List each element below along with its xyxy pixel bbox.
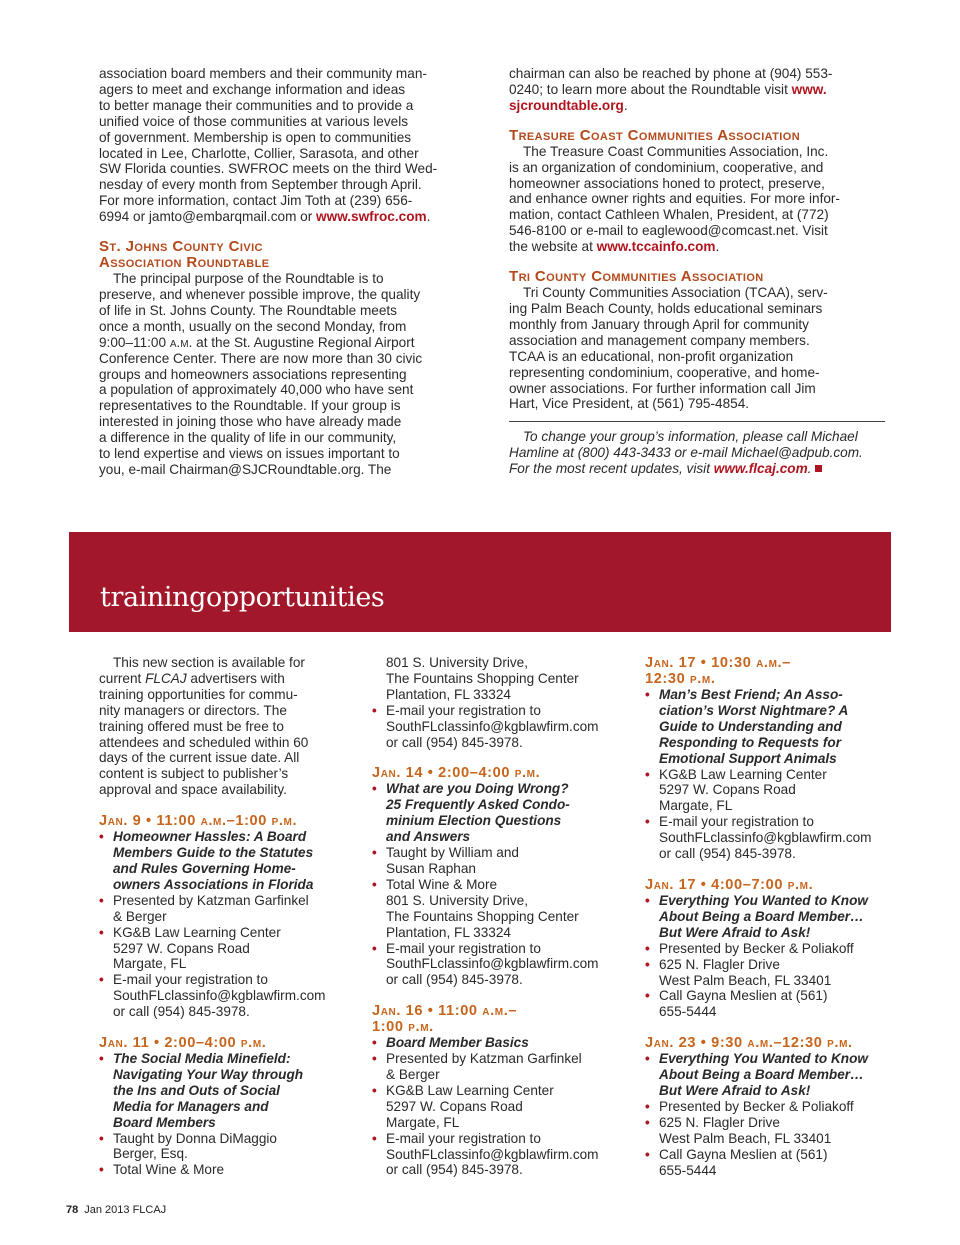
event-heading-jan-16-line-2: 1:00 p.m. (372, 1019, 434, 1036)
treasure-coast-heading: Treasure Coast Communities Association (509, 126, 801, 144)
bullet-icon: • (99, 1162, 104, 1178)
text-line: representatives to the Roundtable. If your group is (99, 398, 401, 414)
event-list-jan-11 (99, 1051, 339, 1178)
text-line: Plantation, FL 33324 (386, 686, 511, 702)
list-item (372, 845, 622, 877)
event-title: and Answers (386, 829, 471, 845)
text-line: monthly from January through April for community (509, 316, 809, 332)
text-line: SouthFLclassinfo@kgblawfirm.com (386, 956, 599, 972)
text-line: training offered must be free to (99, 718, 284, 734)
text-line: groups and homeowners associations representing (99, 366, 407, 382)
text-line: KG&B Law Learning Center (386, 1082, 554, 1098)
text-line: of life in St. Johns County. The Roundtable meets (99, 302, 397, 318)
event-title: Responding to Requests for (659, 734, 842, 750)
swfroc-paragraph (99, 66, 464, 225)
text-span: For the most recent updates, visit (509, 461, 714, 477)
flcaj-link[interactable]: www.flcaj.com (713, 461, 808, 477)
text-line: you, e-mail Chairman@SJCRoundtable.org. The (99, 461, 392, 477)
list-item (645, 687, 890, 767)
bullet-icon: • (99, 829, 104, 845)
event-title: About Being a Board Member… (659, 908, 864, 924)
event-title: Media for Managers and (113, 1098, 269, 1114)
event-title: Everything You Wanted to Know (659, 892, 868, 908)
text-line: located in Lee, Charlotte, Collier, Sarasota, and other (99, 145, 419, 161)
text-line (509, 82, 885, 98)
list-item (645, 893, 890, 941)
bullet-icon: • (645, 892, 650, 908)
event-title: Guide to Understanding and (659, 718, 842, 734)
text-line: Call Gayna Meslien at (561) (659, 1146, 828, 1162)
sjc-continued-paragraph (509, 66, 885, 114)
text-line: The principal purpose of the Roundtable is to (113, 271, 384, 287)
text-line: Berger, Esq. (113, 1146, 188, 1162)
text-line: 655-5444 (659, 1162, 717, 1178)
text-line: The Fountains Shopping Center (386, 908, 579, 924)
text-line: This new section is available for (113, 655, 305, 670)
text-line: 5297 W. Copans Road (386, 1098, 523, 1114)
bullet-icon: • (645, 1098, 650, 1114)
text-line: Taught by Donna DiMaggio (113, 1130, 277, 1146)
text-line: or call (954) 845-3978. (386, 734, 523, 750)
event-title: Homeowner Hassles: A Board (113, 829, 307, 845)
event-heading-jan-14: Jan. 14 • 2:00–4:00 p.m. (372, 765, 541, 782)
text-line: Presented by Katzman Garfinkel (386, 1051, 582, 1067)
list-item (372, 655, 622, 703)
text-span: 9:00–11:00 (99, 334, 170, 350)
text-line: to lend expertise and views on issues important to (99, 446, 400, 462)
bullet-icon: • (99, 1051, 104, 1067)
text-line: is an organization of condominium, cooperative, and (509, 159, 824, 175)
event-list-jan-17a (645, 687, 890, 862)
bullet-icon: • (99, 892, 104, 908)
text-line: For more information, contact Jim Toth at (239) 656- (99, 193, 413, 209)
text-line: sjcroundtable.org. (509, 97, 628, 113)
text-line: Plantation, FL 33324 (386, 924, 511, 940)
tri-county-heading: Tri County Communities Association (509, 268, 764, 286)
text-line: Hamline at (800) 443-3433 or e-mail Michael@adpub.com. (509, 445, 863, 461)
text-line: the website at www.tccainfo.com. (509, 239, 720, 255)
list-item (99, 829, 339, 893)
text-line: SouthFLclassinfo@kgblawfirm.com (113, 988, 326, 1004)
text-line: or call (954) 845-3978. (659, 846, 796, 862)
text-line: a difference in the quality of life in our community, (99, 430, 397, 446)
page-footer (66, 1204, 166, 1216)
text-line: SouthFLclassinfo@kgblawfirm.com (386, 718, 599, 734)
text-line: For the most recent updates, visit www.flcaj.com. (509, 461, 885, 477)
text-line: Taught by William and (386, 845, 519, 861)
text-line: or call (954) 845-3978. (113, 1004, 250, 1020)
text-line: chairman can also be reached by phone at (904) 553- (509, 66, 833, 81)
end-mark-icon (815, 465, 822, 472)
event-title: But Were Afraid to Ask! (659, 1083, 811, 1099)
text-line: owner associations. For further information call Jim (509, 380, 816, 396)
bullet-icon: • (645, 766, 650, 782)
event-title: Emotional Support Animals (659, 750, 837, 766)
text-line: preserve, and whenever possible improve, the quality (99, 286, 421, 302)
text-line: mation, contact Cathleen Whalen, President, at (772) (509, 207, 829, 223)
bullet-icon: • (372, 1082, 377, 1098)
text-line: & Berger (386, 1067, 440, 1083)
text-span: FLCAJ (145, 670, 187, 686)
text-line: SouthFLclassinfo@kgblawfirm.com (659, 830, 872, 846)
stjohns-heading-line-2: Association Roundtable (99, 254, 270, 272)
list-item (645, 1051, 890, 1099)
list-item (99, 1051, 339, 1131)
intro-paragraph (99, 655, 339, 798)
text-line: ing Palm Beach County, holds educational seminars (509, 300, 823, 316)
event-list-jan-9 (99, 829, 339, 1020)
bullet-icon: • (372, 1051, 377, 1067)
text-line: E-mail your registration to (113, 972, 268, 988)
bullet-icon: • (372, 845, 377, 861)
text-line: TCAA is an educational, non-profit organization (509, 348, 794, 364)
text-line: representing condominium, cooperative, and home- (509, 364, 820, 380)
bullet-icon: • (645, 988, 650, 1004)
text-line: 6994 or jamto@embarqmail.com or www.swfroc.com. (99, 209, 431, 225)
bullet-icon: • (645, 1051, 650, 1067)
text-line: a population of approximately 40,000 who have sent (99, 382, 414, 398)
bullet-icon: • (372, 1130, 377, 1146)
event-title: Everything You Wanted to Know (659, 1051, 868, 1067)
list-item (645, 814, 890, 862)
list-item (645, 988, 890, 1020)
text-span: the website at (509, 239, 597, 255)
bullet-icon: • (645, 956, 650, 972)
event-title: Board Members (113, 1114, 216, 1130)
text-line: Call Gayna Meslien at (561) (659, 988, 828, 1004)
event-heading-jan-23: Jan. 23 • 9:30 a.m.–12:30 p.m. (645, 1035, 853, 1052)
event-title: 25 Frequently Asked Condo- (386, 797, 570, 813)
bullet-icon: • (372, 940, 377, 956)
text-line: 655-5444 (659, 1004, 717, 1020)
update-note (509, 429, 885, 477)
text-line: E-mail your registration to (659, 814, 814, 830)
text-line: Margate, FL (659, 798, 733, 814)
page-number: 78 (66, 1204, 79, 1216)
text-span: 6994 or jamto@embarqmail.com or (99, 209, 317, 225)
text-line: SW Florida counties. SWFROC meets on the third Wed- (99, 161, 438, 177)
list-item (645, 941, 890, 957)
bullet-icon: • (372, 702, 377, 718)
text-line: 5297 W. Copans Road (659, 782, 796, 798)
text-line: The Treasure Coast Communities Association, Inc. (523, 143, 829, 159)
text-line: SouthFLclassinfo@kgblawfirm.com (386, 1146, 599, 1162)
bullet-icon: • (645, 1146, 650, 1162)
text-line: Presented by Becker & Poliakoff (659, 940, 854, 956)
training-column-2 (372, 655, 622, 1178)
text-line: attendees and scheduled within 60 (99, 734, 309, 750)
text-line: Total Wine & More (113, 1162, 225, 1178)
text-line: Hart, Vice President, at (561) 795-4854. (509, 396, 750, 412)
text-line: content is subject to publisher’s (99, 766, 289, 782)
text-span: 0240; to learn more about the Roundtable visit (509, 81, 792, 97)
list-item (372, 1051, 622, 1083)
text-line: association and management company members. (509, 332, 810, 348)
bullet-icon: • (372, 781, 377, 797)
sjcroundtable-link-part-1[interactable]: www. (791, 81, 827, 97)
treasure-coast-paragraph (509, 144, 885, 255)
text-line: & Berger (113, 908, 167, 924)
event-heading-jan-17a-line-2: 12:30 p.m. (645, 671, 716, 687)
event-title: Man’s Best Friend; An Asso- (659, 687, 843, 702)
event-title: the Ins and Outs of Social (113, 1082, 280, 1098)
text-line: 801 S. University Drive, (386, 655, 529, 670)
sjcroundtable-link-part-2[interactable]: sjcroundtable.org (509, 97, 624, 113)
event-heading-jan-17b: Jan. 17 • 4:00–7:00 p.m. (645, 876, 814, 893)
text-line: or call (954) 845-3978. (386, 972, 523, 988)
section-title: trainingopportunities (100, 582, 385, 613)
event-heading-jan-9: Jan. 9 • 11:00 a.m.–1:00 p.m. (99, 813, 298, 830)
bullet-icon: • (645, 1114, 650, 1130)
bullet-icon: • (99, 972, 104, 988)
list-item (645, 767, 890, 815)
event-title: The Social Media Minefield: (113, 1051, 291, 1067)
text-line: Margate, FL (386, 1114, 460, 1130)
text-line: Presented by Katzman Garfinkel (113, 892, 309, 908)
text-span: at the St. Augustine Regional Airport (192, 334, 415, 350)
stjohns-heading-line-1: St. Johns County Civic (99, 238, 263, 256)
text-line: homeowner associations honed to protect, preserve, (509, 175, 825, 191)
text-line: of government. Membership is open to communities (99, 129, 412, 145)
text-line: E-mail your registration to (386, 702, 541, 718)
tccainfo-link[interactable]: www.tccainfo.com (596, 239, 716, 255)
event-title: About Being a Board Member… (659, 1067, 864, 1083)
section-banner (69, 532, 891, 632)
event-list-jan-16 (372, 1035, 622, 1178)
text-span: advertisers with (186, 670, 285, 686)
event-title: Board Member Basics (386, 1035, 529, 1051)
bullet-icon: • (645, 687, 650, 702)
text-line: Total Wine & More (386, 876, 498, 892)
list-item (372, 877, 622, 941)
text-line: Presented by Becker & Poliakoff (659, 1098, 854, 1114)
text-line: and enhance owner rights and equities. For more infor- (509, 191, 840, 207)
text-line: 546-8100 or e-mail to eaglewood@comcast.net. Visit (509, 223, 828, 239)
text-line (99, 335, 464, 351)
event-list-jan-23 (645, 1051, 890, 1178)
text-line: 625 N. Flagler Drive (659, 1114, 780, 1130)
text-line: West Palm Beach, FL 33401 (659, 1130, 832, 1146)
list-item (645, 1147, 890, 1179)
stjohns-paragraph (99, 271, 464, 478)
list-item (645, 1099, 890, 1115)
event-list-jan-14 (372, 781, 622, 988)
bullet-icon: • (372, 1035, 377, 1051)
list-item (372, 1131, 622, 1179)
text-line: Conference Center. There are now more than 30 civic (99, 350, 423, 366)
event-title: Members Guide to the Statutes (113, 845, 314, 861)
event-heading-jan-17a-line-1: Jan. 17 • 10:30 a.m.– (645, 655, 791, 671)
list-item (99, 925, 339, 973)
bullet-icon: • (645, 940, 650, 956)
bullet-icon: • (645, 814, 650, 830)
training-column-1 (99, 655, 339, 1178)
text-line: association board members and their community man- (99, 66, 427, 81)
event-title: Navigating Your Way through (113, 1066, 304, 1082)
text-line: Tri County Communities Association (TCAA), serv- (523, 285, 828, 301)
top-left-column (99, 66, 464, 478)
bullet-icon: • (99, 924, 104, 940)
list-item (645, 957, 890, 989)
text-line: Margate, FL (113, 956, 187, 972)
text-line: KG&B Law Learning Center (113, 924, 281, 940)
event-title: minium Election Questions (386, 813, 562, 829)
list-item (645, 1115, 890, 1147)
event-title: owners Associations in Florida (113, 876, 314, 892)
text-line: E-mail your registration to (386, 940, 541, 956)
swfroc-link[interactable]: www.swfroc.com (316, 209, 427, 225)
top-right-column (509, 66, 885, 477)
text-line: unified voice of those communities at various levels (99, 113, 409, 129)
event-title: But Were Afraid to Ask! (659, 924, 811, 940)
list-item (372, 781, 622, 845)
list-item (372, 1035, 622, 1051)
text-line: KG&B Law Learning Center (659, 766, 827, 782)
issue-label: Jan 2013 FLCAJ (84, 1204, 167, 1216)
event-list-jan-11-continued (372, 655, 622, 750)
list-item (372, 1083, 622, 1131)
bullet-icon: • (372, 876, 377, 892)
text-line: West Palm Beach, FL 33401 (659, 972, 832, 988)
tri-county-paragraph (509, 285, 885, 412)
text-span: a.m. (169, 334, 193, 350)
list-item (99, 1162, 339, 1178)
event-title: and Rules Governing Home- (113, 860, 296, 876)
event-list-jan-17b (645, 893, 890, 1020)
list-item (372, 941, 622, 989)
text-line: 801 S. University Drive, (386, 892, 529, 908)
text-line (99, 671, 339, 687)
list-item (99, 1131, 339, 1163)
text-line: nity managers or directors. The (99, 702, 287, 718)
event-title: ciation’s Worst Nightmare? A (659, 702, 849, 718)
text-line: nesday of every month from September through April. (99, 177, 422, 193)
text-line: 5297 W. Copans Road (113, 940, 250, 956)
list-item (372, 703, 622, 751)
training-column-3 (645, 655, 890, 1178)
text-line: To change your group’s information, please call Michael (523, 429, 858, 445)
text-line: agers to meet and exchange information and ideas (99, 81, 406, 97)
text-line: E-mail your registration to (386, 1130, 541, 1146)
bullet-icon: • (99, 1130, 104, 1146)
list-item (99, 893, 339, 925)
text-span: current (99, 670, 146, 686)
event-heading-jan-16-line-1: Jan. 16 • 11:00 a.m.– (372, 1003, 518, 1020)
text-line: training opportunities for commu- (99, 686, 298, 702)
text-line: to better manage their communities and to provide a (99, 97, 414, 113)
text-line: approval and space availability. (99, 782, 287, 798)
text-line: Susan Raphan (386, 860, 476, 876)
text-line: or call (954) 845-3978. (386, 1162, 523, 1178)
event-heading-jan-11: Jan. 11 • 2:00–4:00 p.m. (99, 1035, 267, 1052)
text-line: 625 N. Flagler Drive (659, 956, 780, 972)
list-item (99, 972, 339, 1020)
text-line: once a month, usually on the second Monday, from (99, 318, 407, 334)
text-line: interested in joining those who have already made (99, 414, 402, 430)
text-line: days of the current issue date. All (99, 750, 300, 766)
text-line: The Fountains Shopping Center (386, 670, 579, 686)
event-title: What are you Doing Wrong? (386, 781, 569, 797)
